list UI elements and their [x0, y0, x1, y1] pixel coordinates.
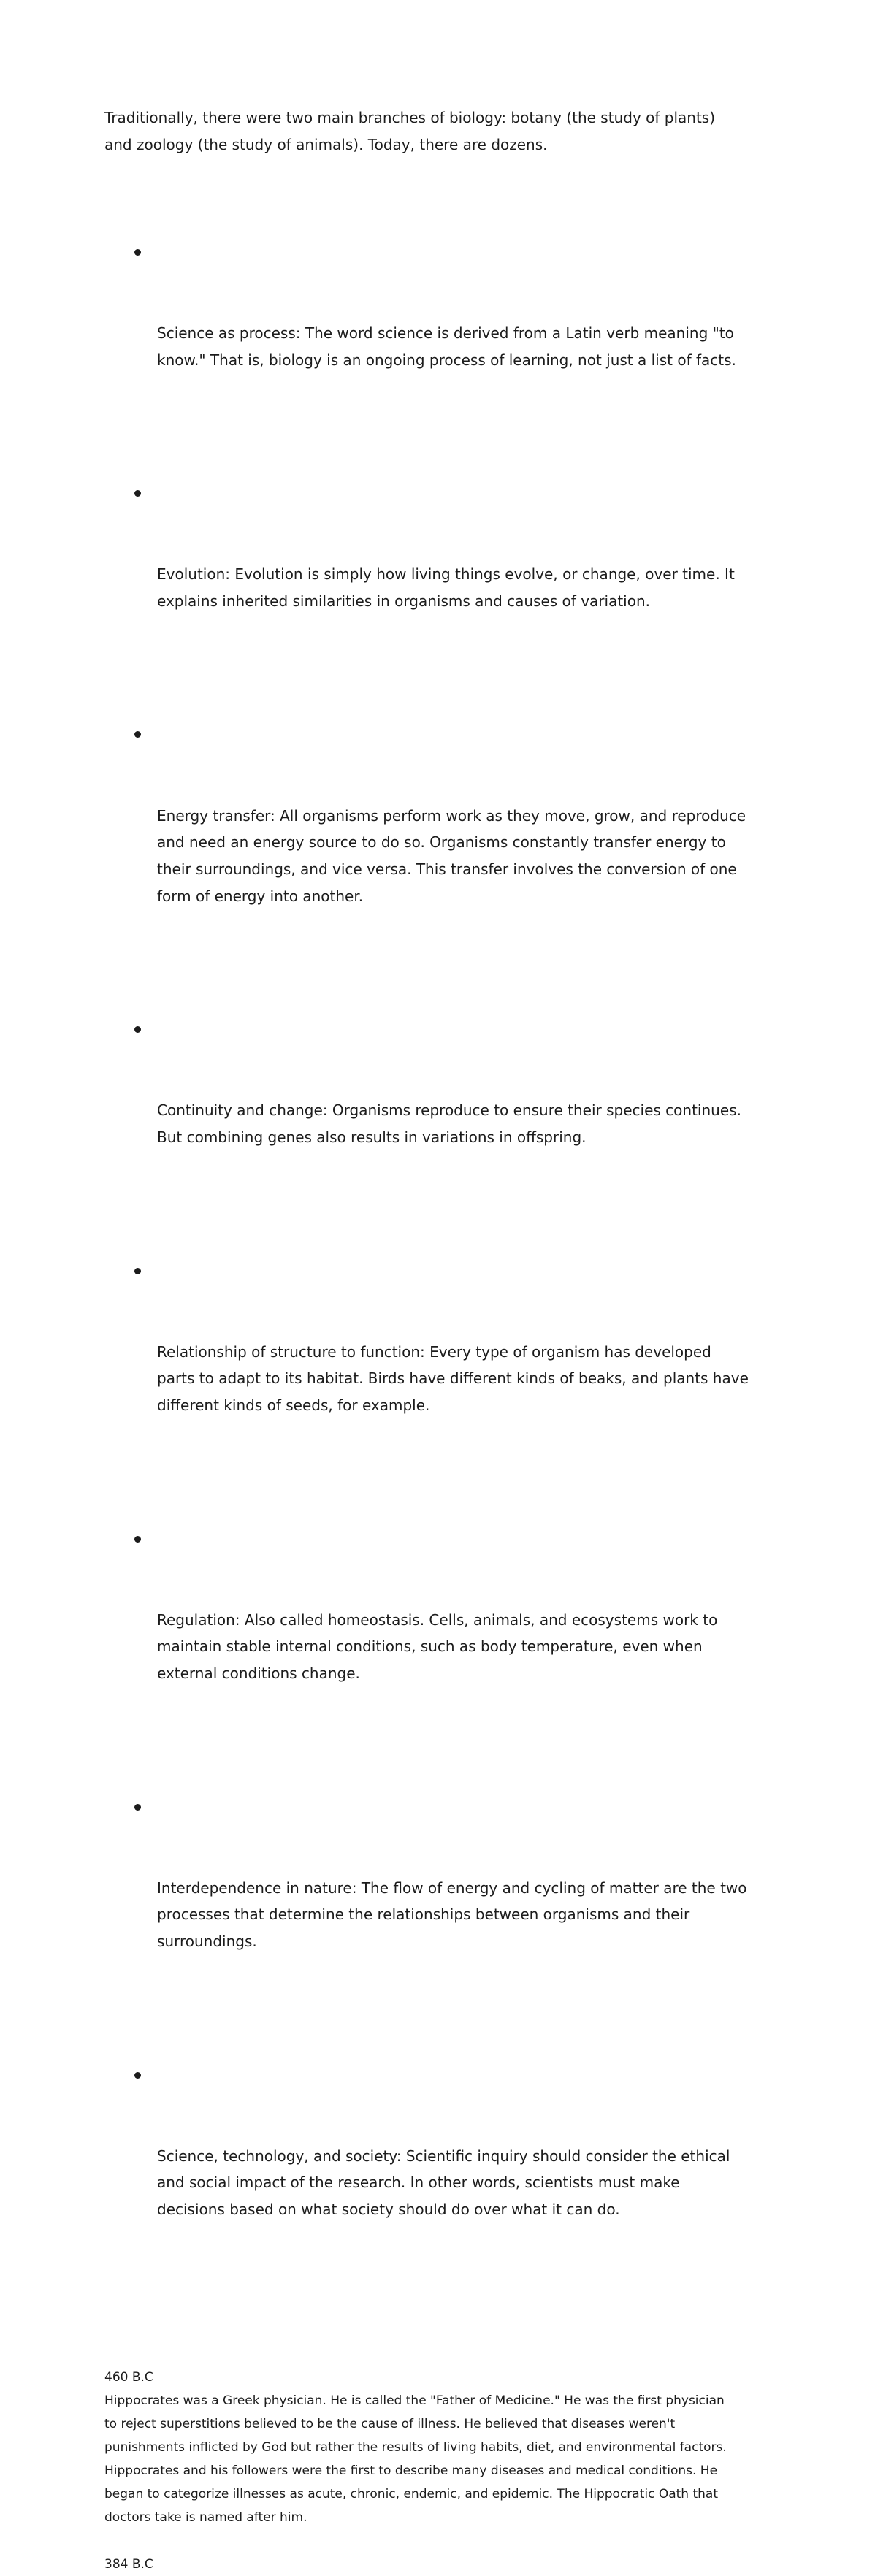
bullet-icon	[134, 1804, 141, 1811]
list-item-text: Evolution: Evolution is simply how living things evolve, or change, over time. It explains inherited similarities in organisms and causes of variation.	[157, 565, 735, 610]
bullet-icon	[134, 1026, 141, 1033]
bullet-icon	[134, 1268, 141, 1274]
list-item	[157, 2063, 798, 2277]
biology-themes-list	[104, 186, 798, 2330]
list-item-text: Continuity and change: Organisms reproduce to ensure their species continues. But combining genes also results in variations in offspring.	[157, 1101, 741, 1147]
list-item-text: Science as process: The word science is derived from a Latin verb meaning "to know." That is, biology is an ongoing process of learning, not just a list of facts.	[157, 324, 736, 369]
list-item	[157, 1526, 798, 1741]
list-item-text: Relationship of structure to function: Every type of organism has developed parts to adapt to its habitat. Birds have different kinds of beaks, and plants have different kinds of seeds, for example.	[157, 1342, 749, 1415]
bullet-icon	[134, 731, 141, 738]
bullet-icon	[134, 2072, 141, 2079]
list-item	[157, 1795, 798, 2009]
section-heading-460bc: 460 B.C	[104, 2369, 153, 2385]
list-item-text: Science, technology, and society: Scientific inquiry should consider the ethical and social impact of the research. In other words, scientists must make decisions based on what society should do over what it can do.	[157, 2147, 730, 2219]
list-item	[157, 1258, 798, 1473]
list-item	[157, 722, 798, 963]
document-page	[0, 104, 894, 2572]
bullet-icon	[134, 249, 141, 256]
list-item	[157, 240, 798, 427]
list-item-text: Interdependence in nature: The flow of energy and cycling of matter are the two processes that determine the relationships between organisms and their surroundings.	[157, 1879, 747, 1951]
bullet-icon	[134, 1536, 141, 1543]
hippocrates-paragraph: Hippocrates was a Greek physician. He is called the "Father of Medicine." He was the first physician to reject superstitions believed to be the cause of illness. He believed that diseases weren't punishments inflicted by God but rather the results of living habits, diet, and environmental factors. Hippocrates and his followers were the first to describe many diseases and medical conditions. He began to categorize illnesses as acute, chronic, endemic, and epidemic. The Hippocratic Oath that doctors take is named after him.	[104, 2393, 727, 2525]
bullet-icon	[134, 490, 141, 497]
list-item-text: Regulation: Also called homeostasis. Cells, animals, and ecosystems work to maintain stable internal conditions, such as body temperature, even when external conditions change.	[157, 1610, 718, 1683]
section-heading-384bc: 384 B.C	[104, 2556, 153, 2572]
list-item	[157, 481, 798, 668]
document-content	[104, 104, 798, 2576]
intro-paragraph: Traditionally, there were two main branches of biology: botany (the study of plants) and zoology (the study of animals). Today, there are dozens.	[104, 109, 716, 153]
list-item	[157, 1017, 798, 1204]
list-item-text: Energy transfer: All organisms perform work as they move, grow, and reproduce and need an energy source to do so. Organisms constantly transfer energy to their surroundings, and vice versa. This transfer involves the conversion of one form of energy into another.	[157, 806, 746, 905]
